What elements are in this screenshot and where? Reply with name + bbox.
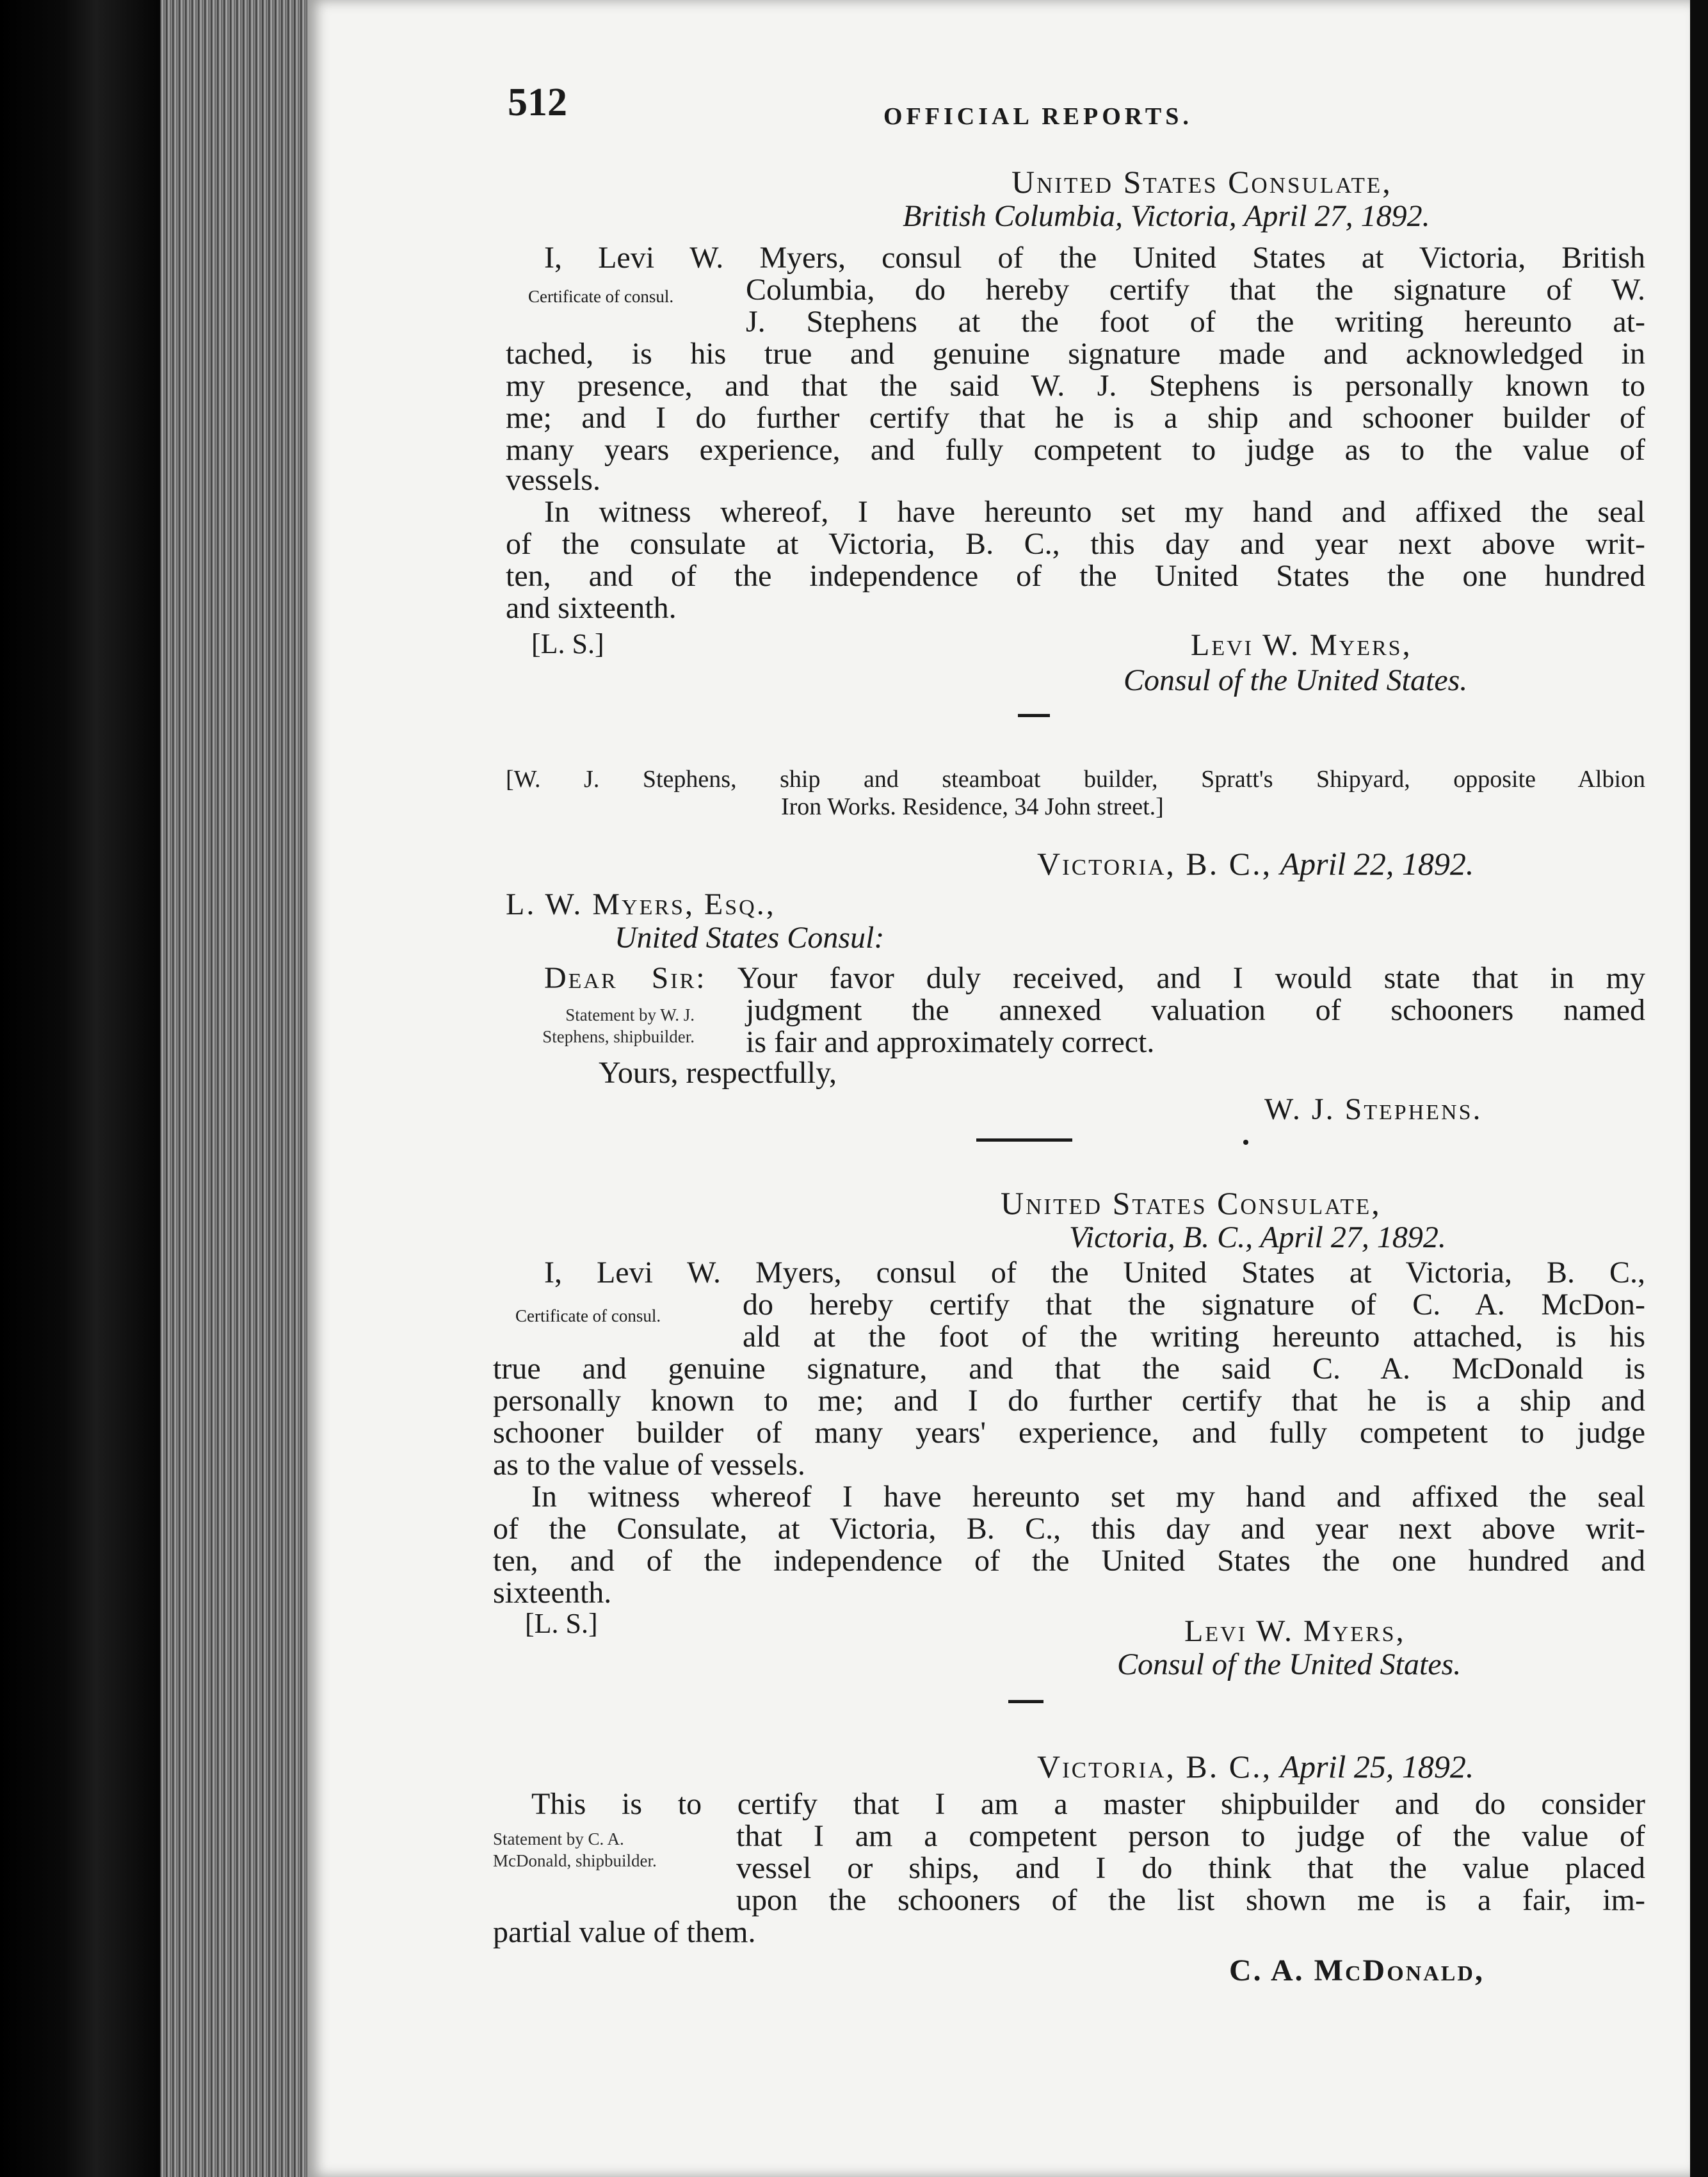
cert1-signer: Levi W. Myers,: [1191, 628, 1412, 662]
dateline-date: April 25, 1892.: [1280, 1749, 1474, 1784]
cert1-signer-title: Consul of the United States.: [1124, 663, 1468, 697]
cert1-line: I, Levi W. Myers, consul of the United States at Victoria, British: [544, 241, 1645, 275]
cert1-line: tached, is his true and genuine signature made and acknowledged in: [506, 337, 1645, 371]
stephens-closing: Yours, respectfully,: [599, 1056, 837, 1090]
cert1-dateline: British Columbia, Victoria, April 27, 1892.: [903, 199, 1430, 233]
cert2-signer-title: Consul of the United States.: [1117, 1647, 1462, 1681]
cert2-line: ald at the foot of the writing hereunto attached, is his: [743, 1320, 1645, 1354]
cert1-line: J. Stephens at the foot of the writing hereunto at-: [746, 305, 1645, 339]
right-margin: [1690, 0, 1708, 2177]
dateline-place: Victoria, B. C.,: [1037, 846, 1273, 882]
cert1-line: and sixteenth.: [506, 591, 677, 625]
dateline-date: April 22, 1892.: [1280, 846, 1474, 882]
cert1-heading: United States Consulate,: [1011, 164, 1392, 200]
mcdonald-margin-note: Statement by C. A. McDonald, shipbuilder.: [493, 1829, 657, 1870]
page-number: 512: [508, 81, 567, 124]
running-head: OFFICIAL REPORTS.: [883, 103, 1193, 130]
page-edges: [160, 0, 307, 2177]
cert2-dateline: Victoria, B. C., April 27, 1892.: [1069, 1220, 1446, 1254]
dateline-place: Victoria, B. C.,: [1037, 1749, 1273, 1784]
cert2-line: personally known to me; and I do further certify that he is a ship and: [493, 1384, 1645, 1418]
divider: [976, 1138, 1072, 1142]
cert1-line: my presence, and that the said W. J. Stephens is personally known to: [506, 369, 1645, 403]
stephens-signature: W. J. Stephens.: [1264, 1092, 1483, 1126]
cert1-line: Columbia, do hereby certify that the signature of W.: [746, 273, 1645, 307]
stephens-addressee: L. W. Myers, Esq.,: [506, 887, 776, 921]
cert2-line: as to the value of vessels.: [493, 1448, 805, 1482]
divider: [1008, 1700, 1043, 1703]
stephens-margin-note: Statement by W. J. Stephens, shipbuilder.: [542, 1005, 695, 1046]
divider: [1018, 714, 1050, 717]
stephens-line: Your favor duly received, and I would state that in my: [737, 961, 1646, 995]
stephens-addressee-title: United States Consul:: [615, 921, 885, 955]
cert2-line: I, Levi W. Myers, consul of the United States at Victoria, B. C.,: [544, 1256, 1645, 1290]
cert2-line: sixteenth.: [493, 1576, 612, 1610]
cert1-line: vessels.: [506, 463, 600, 497]
cert2-signer: Levi W. Myers,: [1184, 1614, 1406, 1648]
cert1-line: ten, and of the independence of the United States the one hundred: [506, 559, 1645, 593]
stephens-first-line: [544, 960, 1645, 996]
mcdonald-line: This is to certify that I am a master shipbuilder and do consider: [531, 1787, 1645, 1821]
cert2-line: schooner builder of many years' experience, and fully competent to judge: [493, 1416, 1645, 1450]
cert1-line: me; and I do further certify that he is a ship and schooner builder of: [506, 401, 1645, 435]
cert1-line: many years experience, and fully competent to judge as to the value of: [506, 433, 1645, 467]
cert1-seal: [L. S.]: [531, 628, 604, 660]
divider-dot: [1243, 1140, 1248, 1145]
mcdonald-line: vessel or ships, and I do think that the value placed: [736, 1851, 1645, 1885]
document-page: [307, 0, 1690, 2177]
cert2-margin-note: Certificate of consul.: [515, 1306, 661, 1325]
book-spine: [0, 0, 160, 2177]
cert1-line: of the consulate at Victoria, B. C., this day and year next above writ-: [506, 527, 1645, 561]
cert2-seal: [L. S.]: [525, 1608, 598, 1639]
letterhead-line: [W. J. Stephens, ship and steamboat builder, Spratt's Shipyard, opposite Albion: [506, 766, 1645, 793]
cert1-margin-note: Certificate of consul.: [528, 287, 674, 306]
mcdonald-line: that I am a competent person to judge of the value of: [736, 1819, 1645, 1853]
mcdonald-signature: C. A. McDonald,: [1229, 1954, 1485, 1987]
cert2-line: true and genuine signature, and that the said C. A. McDonald is: [493, 1352, 1645, 1386]
letterhead-line: Iron Works. Residence, 34 John street.]: [781, 793, 1164, 820]
mcdonald-line: upon the schooners of the list shown me is a fair, im-: [736, 1883, 1645, 1917]
mcdonald-dateline: [1037, 1748, 1474, 1785]
cert2-line: ten, and of the independence of the United States the one hundred and: [493, 1544, 1645, 1578]
stephens-line: judgment the annexed valuation of schooners named: [746, 993, 1645, 1027]
cert1-line: In witness whereof, I have hereunto set my hand and affixed the seal: [544, 495, 1645, 529]
cert2-line: of the Consulate, at Victoria, B. C., this day and year next above writ-: [493, 1512, 1645, 1546]
cert2-heading: United States Consulate,: [1001, 1185, 1382, 1221]
cert2-line: do hereby certify that the signature of C. A. McDon-: [743, 1288, 1645, 1322]
stephens-line: is fair and approximately correct.: [746, 1025, 1155, 1059]
salutation: Dear Sir:: [544, 961, 707, 995]
stephens-dateline: [1037, 845, 1474, 882]
mcdonald-line: partial value of them.: [493, 1915, 756, 1949]
cert2-line: In witness whereof I have hereunto set my hand and affixed the seal: [531, 1480, 1645, 1514]
